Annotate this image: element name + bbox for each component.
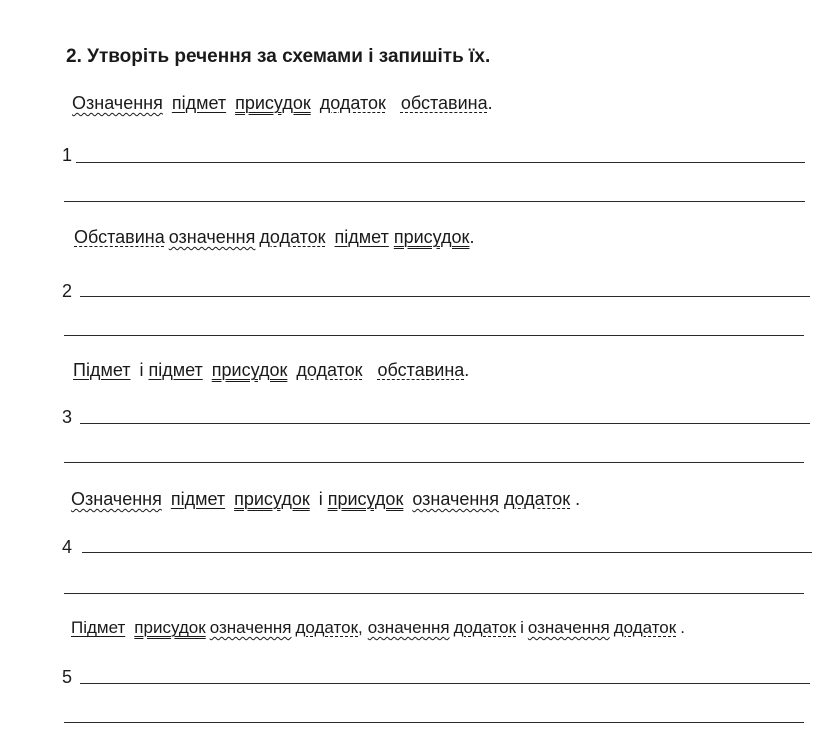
scheme-word: Підмет <box>73 360 131 380</box>
exercise-title: 2. Утворіть речення за схемами і запишіть їх. <box>66 46 491 67</box>
scheme-word: додаток <box>453 618 517 637</box>
scheme-punct: . <box>575 489 581 509</box>
scheme-punct: , <box>358 618 363 637</box>
scheme-punct: . <box>487 93 493 113</box>
answer-line[interactable] <box>64 335 804 336</box>
scheme-word: означення <box>209 618 292 637</box>
answer-line[interactable] <box>64 593 804 594</box>
answer-line[interactable] <box>64 462 804 463</box>
scheme-word: і <box>139 360 144 380</box>
answer-line[interactable] <box>76 162 805 163</box>
task-number-1: 1 <box>62 145 73 165</box>
scheme-word: означення <box>168 227 256 247</box>
scheme-word: означення <box>412 489 499 509</box>
scheme-word: підмет <box>170 489 226 509</box>
answer-line[interactable] <box>64 722 804 723</box>
scheme-punct: . <box>464 360 470 380</box>
scheme-word: присудок <box>235 93 311 113</box>
scheme-word: додаток <box>295 618 359 637</box>
scheme-word: підмет <box>171 93 227 113</box>
answer-line[interactable] <box>80 296 810 297</box>
scheme-word: означення <box>367 618 450 637</box>
scheme-word: Означення <box>72 93 163 113</box>
task-number-5: 5 <box>62 667 73 687</box>
task-number-4: 4 <box>62 537 73 557</box>
scheme-word: присудок <box>134 618 206 637</box>
scheme-word: додаток <box>503 489 571 509</box>
scheme-punct: . <box>680 618 685 637</box>
answer-line[interactable] <box>80 423 810 424</box>
scheme-word: означення <box>527 618 610 637</box>
task-number-3: 3 <box>62 407 73 427</box>
scheme-word: присудок <box>234 489 310 509</box>
scheme-word: Підмет <box>71 618 126 637</box>
scheme-5 <box>71 617 685 639</box>
task-number-2: 2 <box>62 281 73 301</box>
answer-line[interactable] <box>64 201 805 202</box>
answer-line[interactable] <box>82 552 812 553</box>
scheme-word: обставина <box>377 360 465 380</box>
scheme-2 <box>74 226 474 248</box>
scheme-word: і <box>520 618 524 637</box>
scheme-word: і <box>318 489 323 509</box>
scheme-word: обставина <box>400 93 488 113</box>
scheme-punct: . <box>469 227 475 247</box>
scheme-word: додаток <box>259 227 326 247</box>
scheme-word: Обставина <box>74 227 165 247</box>
scheme-1 <box>72 92 493 114</box>
scheme-word: підмет <box>148 360 203 380</box>
scheme-4 <box>71 488 580 510</box>
scheme-3 <box>73 359 469 381</box>
scheme-word: присудок <box>393 227 470 247</box>
scheme-word: додаток <box>296 360 363 380</box>
scheme-word: підмет <box>334 227 389 247</box>
scheme-word: присудок <box>327 489 404 509</box>
scheme-word: присудок <box>211 360 288 380</box>
scheme-word: додаток <box>613 618 677 637</box>
answer-line[interactable] <box>80 683 810 684</box>
scheme-word: додаток <box>319 93 386 113</box>
scheme-word: Означення <box>71 489 162 509</box>
